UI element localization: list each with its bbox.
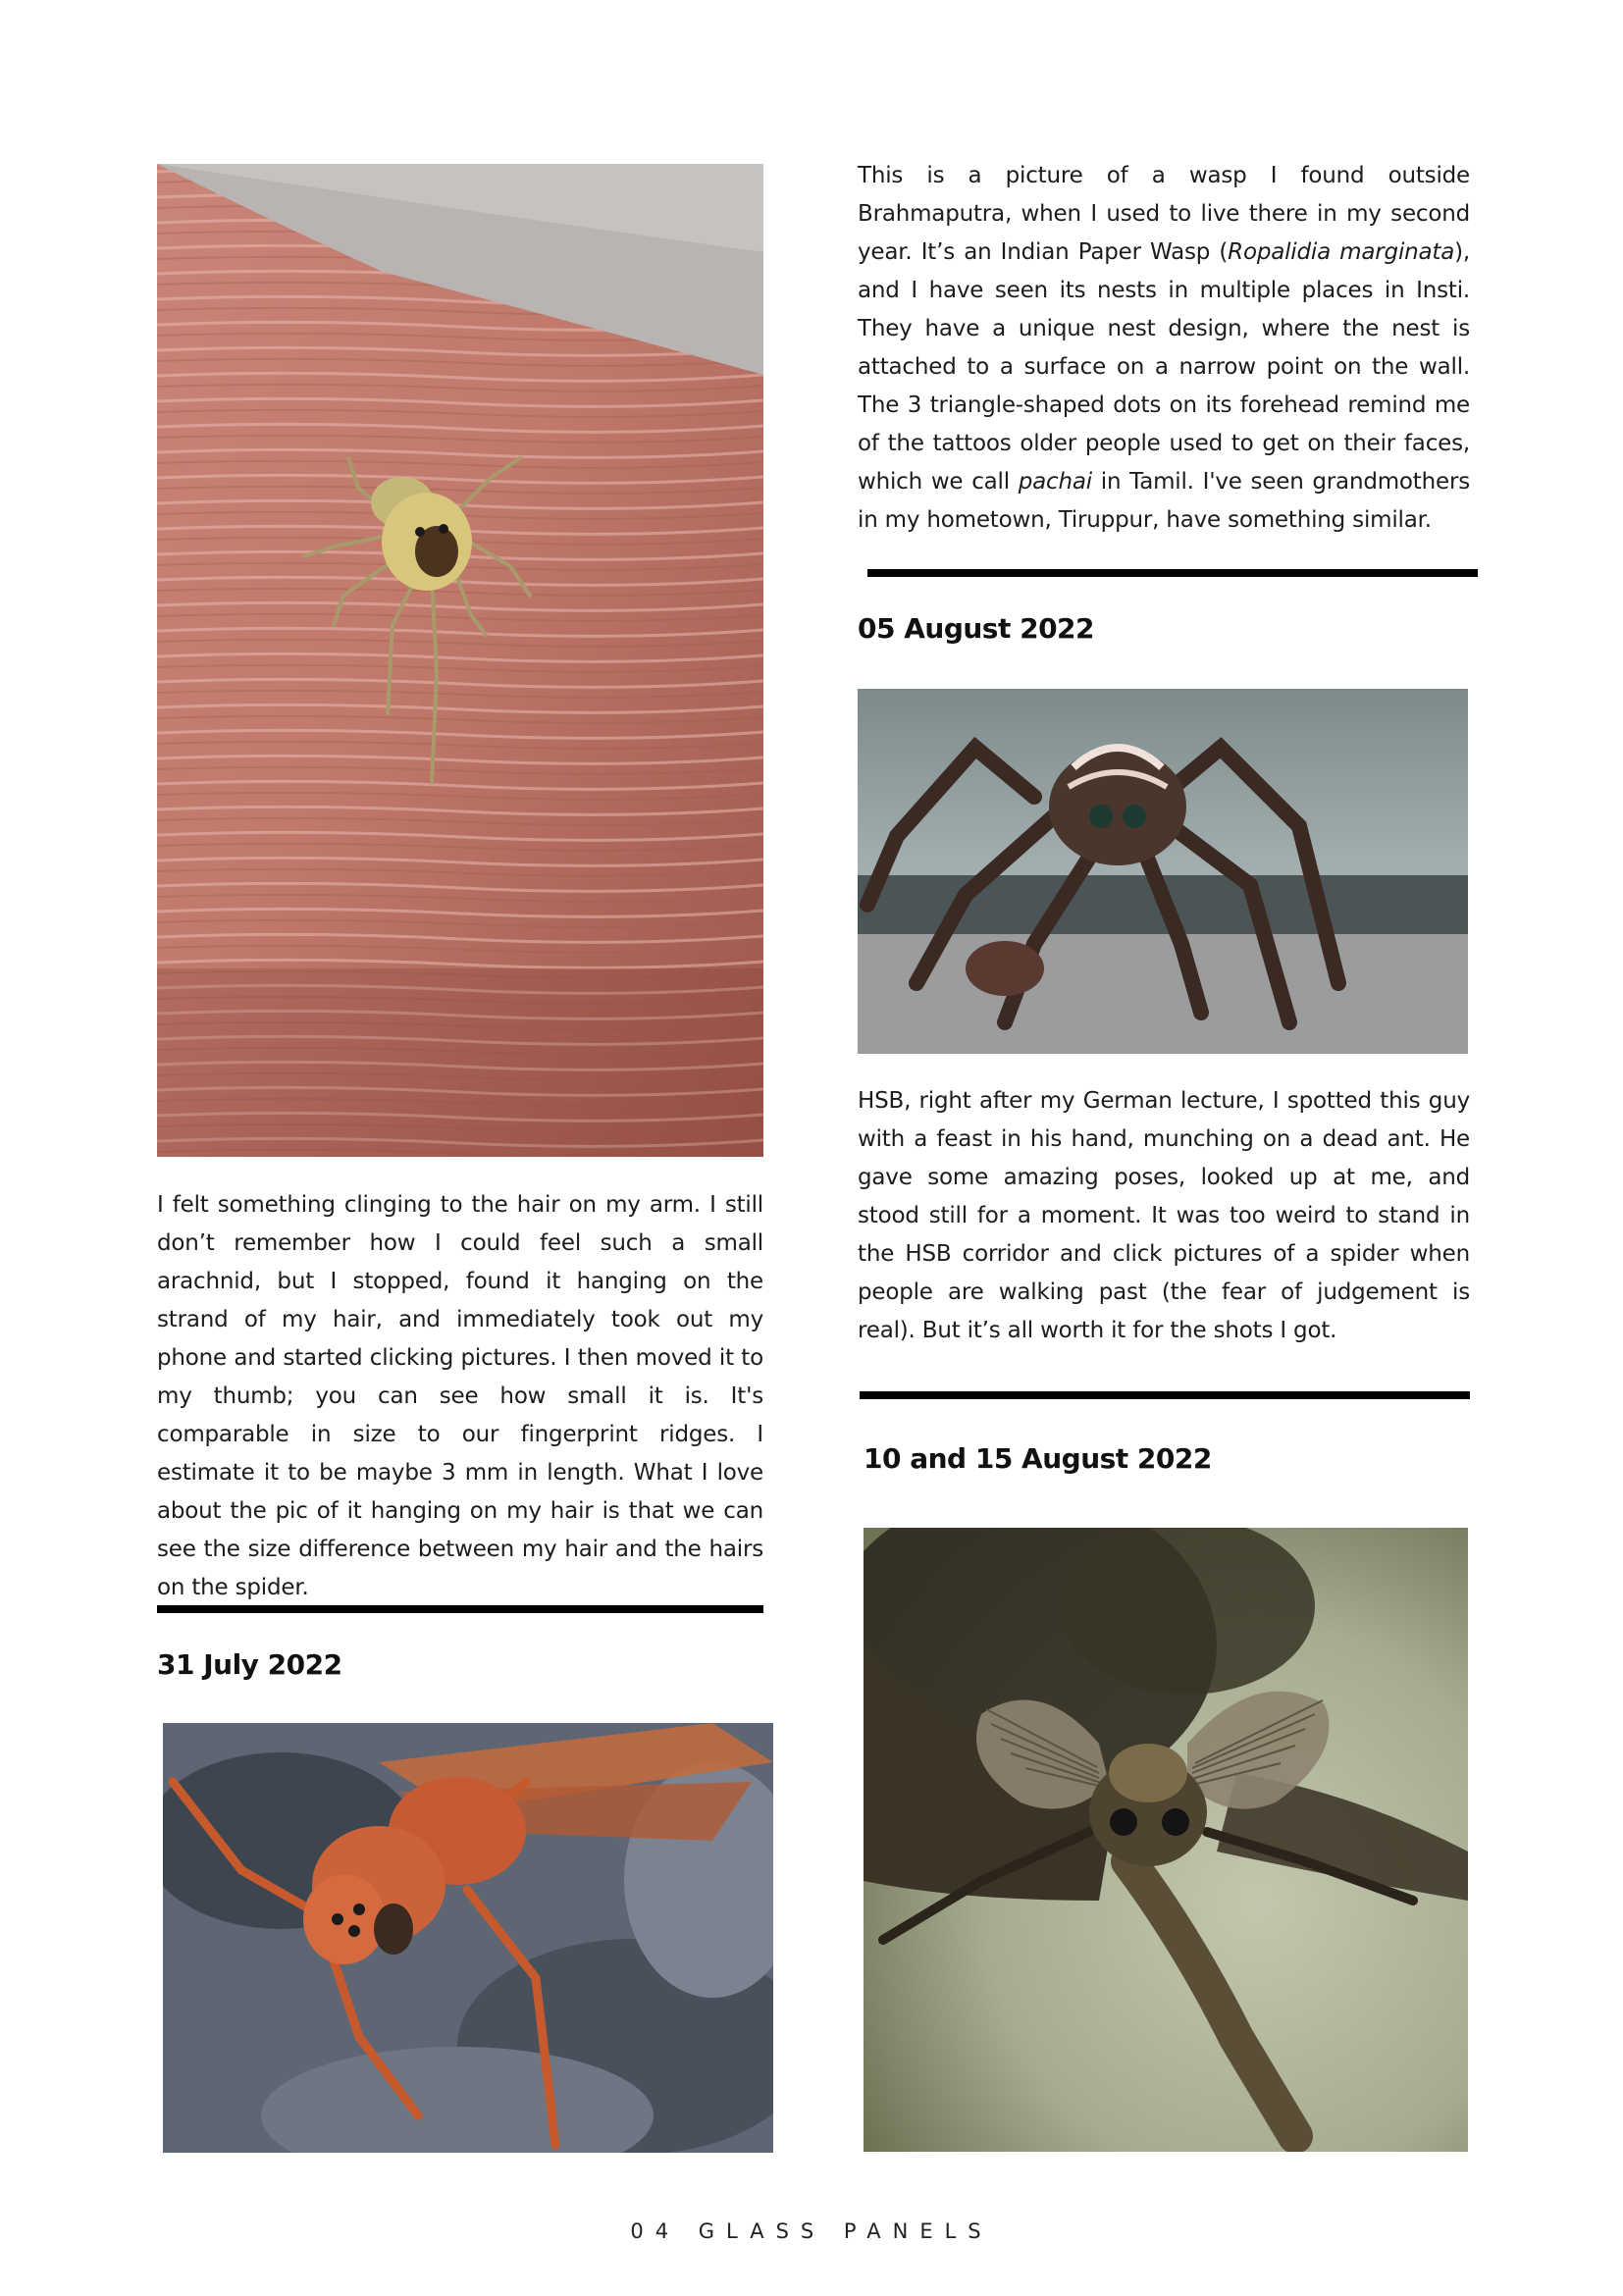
moth-date-heading: 10 and 15 August 2022	[864, 1442, 1212, 1475]
section-divider	[157, 1605, 763, 1613]
section-divider	[867, 569, 1478, 577]
wasp-story-part-1: This is a picture of a wasp I found outside Brahmaputra, when I used to live there in my second year. It’s an Indian Paper Wasp (	[858, 163, 1470, 265]
page-footer: 04 GLASS PANELS	[630, 2219, 993, 2243]
wasp-story-part-3: in Tamil. I've seen grandmothers in my hometown, Tiruppur, have something similar.	[858, 469, 1470, 533]
jumping-spider-photo	[858, 689, 1468, 1054]
wasp-species-name: Ropalidia marginata	[1228, 239, 1455, 265]
spider-on-thumb-photo	[157, 164, 763, 1157]
spider-date-heading: 05 August 2022	[858, 612, 1095, 645]
wasp-story-part-2: ), and I have seen its nests in multiple places in Insti. They have a unique nest design, where the nest is attached to a surface on a narrow point on the wall. The 3 triangle-shaped dots on its forehead remind me of the tattoos older people used to get on their faces, which we call	[858, 239, 1471, 495]
hsb-story-paragraph: HSB, right after my German lecture, I spotted this guy with a feast in his hand, munching on a dead ant. He gave some amazing poses, looked up at me, and stood still for a moment. It was too weird to stand in the HSB corridor and click pictures of a spider when people are walking past (the fear of judgement is real). But it’s all worth it for the shots I got.	[858, 1088, 1470, 1343]
moth-photo	[864, 1528, 1468, 2152]
spider-story-paragraph: I felt something clinging to the hair on my arm. I still don’t remember how I could feel such a small arachnid, but I stopped, found it hanging on the strand of my hair, and immediately took out my phone and started clicking pictures. I then moved it to my thumb; you can see how small it is. It's comparable in size to our fingerprint ridges. I estimate it to be maybe 3 mm in length. What I love about the pic of it hanging on my hair is that we can see the size difference between my hair and the hairs on the spider.	[157, 1192, 763, 1600]
wasp-date-heading: 31 July 2022	[157, 1648, 342, 1681]
section-divider	[860, 1391, 1470, 1399]
wasp-photo	[163, 1723, 773, 2153]
pachai-term: pachai	[1018, 469, 1092, 495]
wasp-story-paragraph	[858, 157, 1470, 540]
